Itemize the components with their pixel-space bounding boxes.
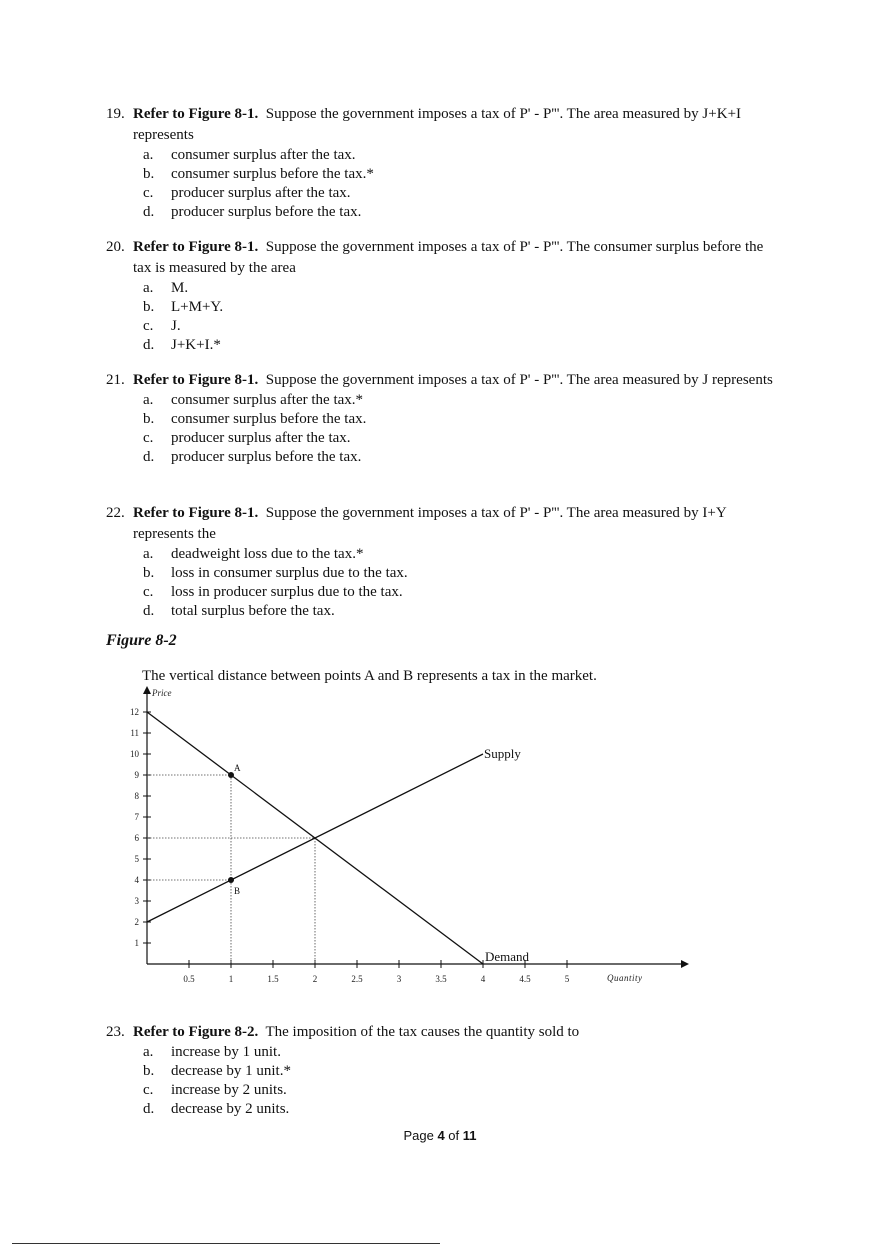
option-c: c. J. xyxy=(143,318,181,334)
y-axis-label: Price xyxy=(152,688,172,698)
x-tick-label: 4.5 xyxy=(519,974,531,984)
bottom-rule xyxy=(12,1243,440,1244)
question-text: Suppose the government imposes a tax of P' - P'''. The area measured by J+K+I represents xyxy=(133,106,742,143)
demand-label: Demand xyxy=(485,949,530,964)
option-a: a. consumer surplus after the tax. xyxy=(143,147,356,163)
question-number: 23. xyxy=(106,1024,125,1040)
figure-reference: Refer to Figure 8-1. xyxy=(133,239,259,255)
option-d: d. J+K+I.* xyxy=(143,337,221,353)
y-tick-label: 10 xyxy=(130,749,139,759)
y-tick-label: 4 xyxy=(134,875,139,885)
point-label-b: B xyxy=(234,886,241,896)
figure-reference: Refer to Figure 8-2. xyxy=(133,1024,259,1040)
y-tick-label: 1 xyxy=(134,938,139,948)
option-a: a. consumer surplus after the tax.* xyxy=(143,392,364,408)
question-number: 20. xyxy=(106,239,125,255)
x-tick-label: 1.5 xyxy=(267,974,279,984)
y-tick-label: 7 xyxy=(134,812,139,822)
y-tick-label: 12 xyxy=(130,707,139,717)
question-21 xyxy=(106,370,776,467)
page-footer: Page 4 of 11 xyxy=(403,1128,477,1143)
x-axis-arrow xyxy=(681,960,689,968)
x-tick-label: 5 xyxy=(564,974,570,984)
figure-title: Figure 8-2 xyxy=(106,632,177,649)
question-19 xyxy=(106,104,776,222)
point-label-a: A xyxy=(234,763,241,773)
x-axis-label: Quantity xyxy=(607,973,643,983)
option-c: c. increase by 2 units. xyxy=(143,1082,287,1098)
x-tick-label: 4 xyxy=(480,974,486,984)
y-axis-arrow xyxy=(143,686,151,694)
y-tick-label: 3 xyxy=(134,896,139,906)
x-tick-label: 2 xyxy=(312,974,318,984)
total-pages: 11 xyxy=(462,1128,477,1143)
y-tick-label: 11 xyxy=(130,728,139,738)
question-22 xyxy=(106,503,776,621)
option-c: c. loss in producer surplus due to the tax. xyxy=(143,584,403,600)
question-text: Suppose the government imposes a tax of P' - P'''. The consumer surplus before the tax is measured by the area xyxy=(133,239,764,276)
figure-reference: Refer to Figure 8-1. xyxy=(133,372,259,388)
figure-reference: Refer to Figure 8-1. xyxy=(133,505,259,521)
y-tick-label: 2 xyxy=(134,917,139,927)
option-b: b. L+M+Y. xyxy=(143,299,224,315)
question-stem xyxy=(133,370,776,391)
option-c: c. producer surplus after the tax. xyxy=(143,430,351,446)
figure-caption: The vertical distance between points A and B represents a tax in the market. xyxy=(142,668,597,684)
option-d: d. decrease by 2 units. xyxy=(143,1101,290,1117)
y-tick-label: 9 xyxy=(134,770,139,780)
option-b: b. decrease by 1 unit.* xyxy=(143,1063,291,1079)
y-tick-label: 6 xyxy=(134,833,139,843)
x-tick-label: 3.5 xyxy=(435,974,447,984)
option-a: a. deadweight loss due to the tax.* xyxy=(143,546,364,562)
question-text: The imposition of the tax causes the quantity sold to xyxy=(265,1024,580,1040)
question-number: 21. xyxy=(106,372,125,388)
option-b: b. loss in consumer surplus due to the tax. xyxy=(143,565,408,581)
option-a: a. M. xyxy=(143,280,189,296)
x-tick-label: 2.5 xyxy=(351,974,363,984)
option-d: d. total surplus before the tax. xyxy=(143,603,335,619)
question-text: Suppose the government imposes a tax of P' - P'''. The area measured by J represents xyxy=(265,372,773,388)
question-stem xyxy=(133,237,776,279)
option-d: d. producer surplus before the tax. xyxy=(143,449,362,465)
question-23 xyxy=(106,1022,776,1119)
x-tick-label: 3 xyxy=(396,974,402,984)
y-tick-label: 8 xyxy=(134,791,139,801)
option-c: c. producer surplus after the tax. xyxy=(143,185,351,201)
option-b: b. consumer surplus before the tax. xyxy=(143,411,367,427)
current-page: 4 xyxy=(437,1128,445,1143)
figure-reference: Refer to Figure 8-1. xyxy=(133,106,259,122)
point-b xyxy=(228,877,234,883)
question-stem xyxy=(133,1022,776,1043)
question-20 xyxy=(106,237,776,355)
supply-demand-chart xyxy=(110,684,643,994)
question-number: 19. xyxy=(106,106,125,122)
question-number: 22. xyxy=(106,505,125,521)
options-list xyxy=(143,146,776,222)
question-stem xyxy=(133,503,776,545)
supply-label: Supply xyxy=(484,746,521,761)
option-a: a. increase by 1 unit. xyxy=(143,1044,281,1060)
y-tick-label: 5 xyxy=(134,854,139,864)
option-d: d. producer surplus before the tax. xyxy=(143,204,362,220)
options-list xyxy=(143,391,776,467)
option-b: b. consumer surplus before the tax.* xyxy=(143,166,374,182)
options-list xyxy=(143,1043,776,1119)
x-tick-label: 0.5 xyxy=(183,974,195,984)
x-tick-label: 1 xyxy=(228,974,234,984)
options-list xyxy=(143,545,776,621)
question-stem xyxy=(133,104,776,146)
options-list xyxy=(143,279,776,355)
question-text: Suppose the government imposes a tax of P' - P'''. The area measured by I+Y represents the xyxy=(133,505,727,542)
